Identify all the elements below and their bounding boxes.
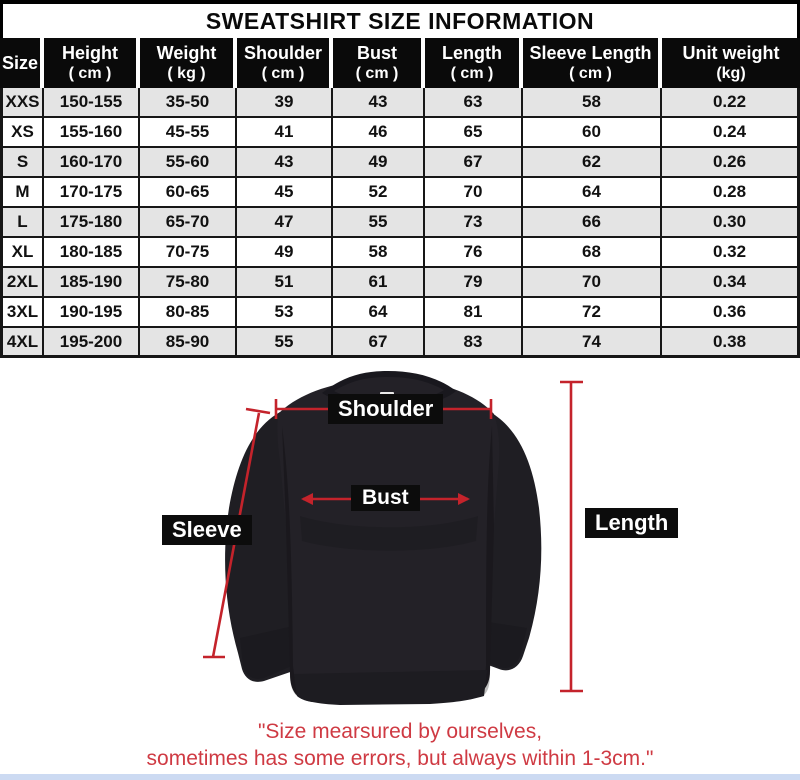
- cell: 155-160: [44, 118, 140, 148]
- cell: 64: [333, 298, 425, 328]
- column-header-sleeve-length: [523, 38, 662, 88]
- cell: 70: [523, 268, 662, 298]
- cell: 55: [237, 328, 333, 358]
- cell: 70: [425, 178, 523, 208]
- column-label: Length: [442, 43, 502, 63]
- cell: 47: [237, 208, 333, 238]
- cell: 170-175: [44, 178, 140, 208]
- cell: 46: [333, 118, 425, 148]
- cell: 55: [333, 208, 425, 238]
- cell: 35-50: [140, 88, 237, 118]
- cell: 68: [523, 238, 662, 268]
- header-row: [0, 38, 800, 88]
- cell: 160-170: [44, 148, 140, 178]
- cell: 60: [523, 118, 662, 148]
- cell: 67: [333, 328, 425, 358]
- disclaimer-line-2: sometimes has some errors, but always within 1-3cm.": [146, 747, 654, 770]
- cell: 52: [333, 178, 425, 208]
- cell: 76: [425, 238, 523, 268]
- cell: 0.22: [662, 88, 800, 118]
- cell: 62: [523, 148, 662, 178]
- length-label: Length: [585, 508, 678, 538]
- disclaimer-line-1: "Size mearsured by ourselves,: [257, 720, 543, 743]
- column-label: Size: [1, 52, 39, 73]
- cell: 75-80: [140, 268, 237, 298]
- cell-size: L: [0, 208, 44, 238]
- cell: 150-155: [44, 88, 140, 118]
- cell: 58: [523, 88, 662, 118]
- cell-size: 3XL: [0, 298, 44, 328]
- column-unit: ( cm ): [450, 65, 494, 82]
- cell: 61: [333, 268, 425, 298]
- bust-label: Bust: [351, 485, 420, 511]
- cell-size: XXS: [0, 88, 44, 118]
- cell: 45: [237, 178, 333, 208]
- hem-band: [294, 670, 487, 705]
- table-row: [0, 328, 800, 358]
- cell-size: M: [0, 178, 44, 208]
- column-header-weight: [140, 38, 237, 88]
- column-unit: ( kg ): [167, 65, 206, 82]
- cell: 85-90: [140, 328, 237, 358]
- cell: 74: [523, 328, 662, 358]
- cell: 70-75: [140, 238, 237, 268]
- cell: 73: [425, 208, 523, 238]
- cell: 39: [237, 88, 333, 118]
- column-label: Sleeve Length: [529, 43, 652, 63]
- cell: 49: [237, 238, 333, 268]
- cell: 0.28: [662, 178, 800, 208]
- cell-size: XS: [0, 118, 44, 148]
- column-header-size: [0, 38, 44, 88]
- cell: 65-70: [140, 208, 237, 238]
- table-row: [0, 268, 800, 298]
- cell: 60-65: [140, 178, 237, 208]
- cell-size: 2XL: [0, 268, 44, 298]
- table-row: [0, 238, 800, 268]
- cell: 67: [425, 148, 523, 178]
- cell: 45-55: [140, 118, 237, 148]
- page-title-text: SWEATSHIRT SIZE INFORMATION: [205, 7, 595, 34]
- cell: 66: [523, 208, 662, 238]
- cell: 65: [425, 118, 523, 148]
- column-label: Weight: [156, 43, 217, 63]
- column-label: Shoulder: [243, 43, 322, 63]
- column-unit: (kg): [716, 65, 746, 82]
- sleeve-label: Sleeve: [162, 515, 252, 545]
- cell: 180-185: [44, 238, 140, 268]
- bottom-strip: [0, 774, 800, 780]
- cell: 64: [523, 178, 662, 208]
- cell: 41: [237, 118, 333, 148]
- cell: 80-85: [140, 298, 237, 328]
- cell-size: S: [0, 148, 44, 178]
- column-header-length: [425, 38, 523, 88]
- cell: 83: [425, 328, 523, 358]
- cell: 0.36: [662, 298, 800, 328]
- cell: 0.26: [662, 148, 800, 178]
- cell: 55-60: [140, 148, 237, 178]
- column-unit: ( cm ): [68, 65, 112, 82]
- cell: 43: [237, 148, 333, 178]
- sweatshirt-diagram: [0, 366, 800, 706]
- column-header-bust: [333, 38, 425, 88]
- cell: 175-180: [44, 208, 140, 238]
- cell: 53: [237, 298, 333, 328]
- cell: 190-195: [44, 298, 140, 328]
- table-row: [0, 298, 800, 328]
- page-title: [0, 0, 800, 38]
- cell: 63: [425, 88, 523, 118]
- cell-size: XL: [0, 238, 44, 268]
- cell: 0.38: [662, 328, 800, 358]
- size-table: [0, 38, 800, 358]
- shoulder-label: Shoulder: [328, 394, 443, 424]
- cell: 51: [237, 268, 333, 298]
- cell: 43: [333, 88, 425, 118]
- disclaimer-text: [0, 708, 800, 772]
- column-unit: ( cm ): [261, 65, 305, 82]
- column-header-height: [44, 38, 140, 88]
- cell: 0.32: [662, 238, 800, 268]
- table-row: [0, 88, 800, 118]
- cell: 72: [523, 298, 662, 328]
- cell: 79: [425, 268, 523, 298]
- cell: 185-190: [44, 268, 140, 298]
- table-row: [0, 178, 800, 208]
- length-measure-line: [560, 382, 583, 691]
- column-header-shoulder: [237, 38, 333, 88]
- column-label: Unit weight: [682, 43, 780, 63]
- column-header-unit-weight: [662, 38, 800, 88]
- cell: 81: [425, 298, 523, 328]
- cell: 49: [333, 148, 425, 178]
- cell: 0.34: [662, 268, 800, 298]
- cell: 195-200: [44, 328, 140, 358]
- table-row: [0, 118, 800, 148]
- column-unit: ( cm ): [569, 65, 612, 82]
- column-label: Bust: [357, 43, 397, 63]
- cell-size: 4XL: [0, 328, 44, 358]
- table-row: [0, 148, 800, 178]
- cell: 0.24: [662, 118, 800, 148]
- column-unit: ( cm ): [355, 65, 399, 82]
- cell: 0.30: [662, 208, 800, 238]
- table-row: [0, 208, 800, 238]
- column-label: Height: [62, 43, 118, 63]
- garment-body: [277, 379, 499, 702]
- cell: 58: [333, 238, 425, 268]
